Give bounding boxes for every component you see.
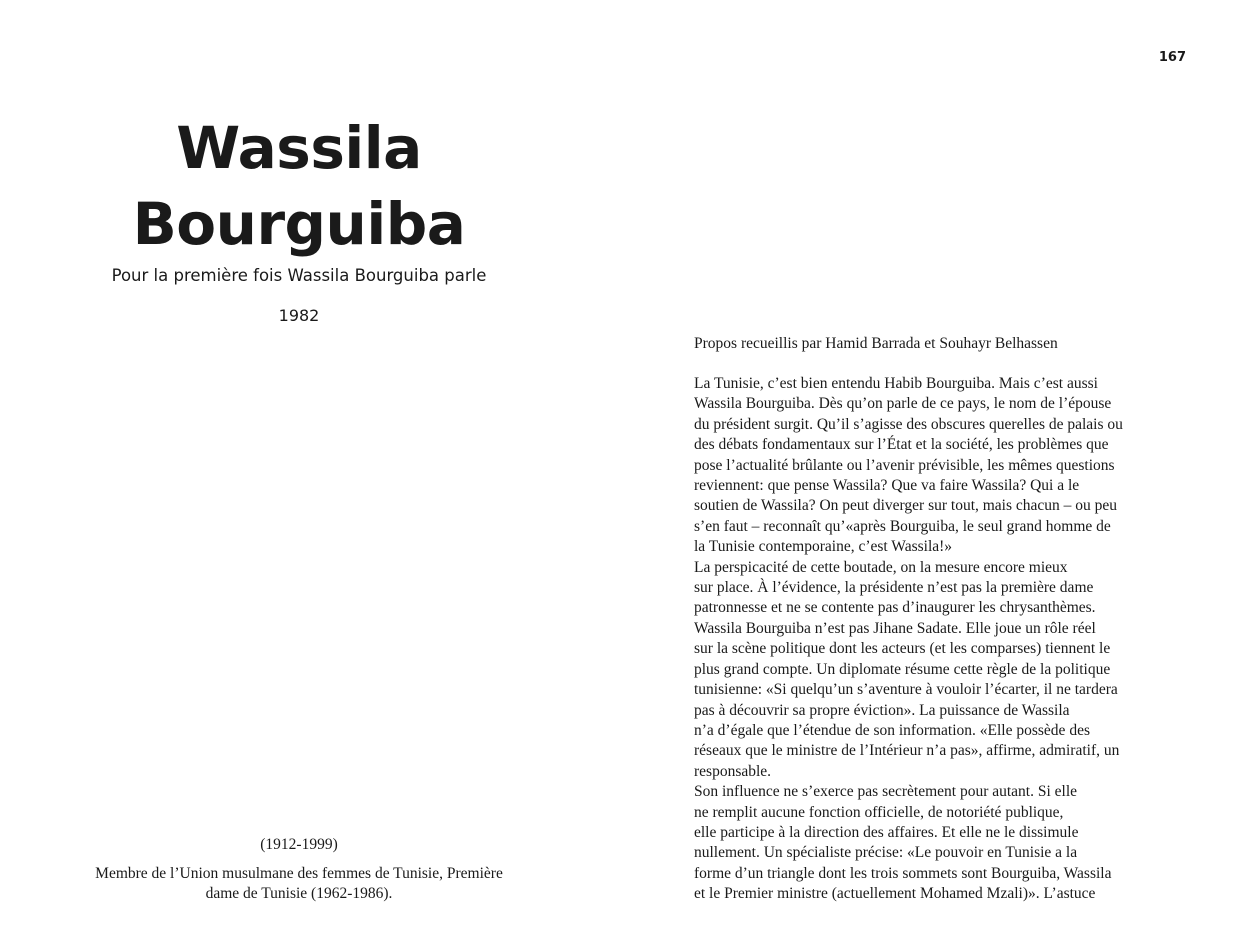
title-line-last-name: Bourguiba: [132, 190, 466, 258]
body-text: [694, 374, 1194, 905]
text-line: elle participe à la direction des affaires. Et elle ne le dissimule: [694, 823, 1079, 841]
text-line: forme d’un triangle dont les trois sommets sont Bourguiba, Wassila: [694, 864, 1112, 882]
text-line: sur la scène politique dont les acteurs (et les comparses) tiennent le: [694, 640, 1111, 658]
text-line: pose l’actualité brûlante ou l’avenir prévisible, les mêmes questions: [694, 456, 1115, 474]
text-line: Wassila Bourguiba. Dès qu’on parle de ce pays, le nom de l’épouse: [694, 395, 1112, 413]
byline: Propos recueillis par Hamid Barrada et Souhayr Belhassen: [694, 335, 1058, 352]
text-line: sur place. À l’évidence, la présidente n’est pas la première dame: [694, 579, 1094, 597]
text-line: du président surgit. Qu’il s’agisse des obscures querelles de palais ou: [694, 415, 1123, 433]
text-line: et le Premier ministre (actuellement Mohamed Mzali)». L’astuce: [694, 885, 1096, 903]
text-line: ne remplit aucune fonction officielle, de notoriété publique,: [694, 803, 1064, 821]
text-line: Wassila Bourguiba n’est pas Jihane Sadate. Elle joue un rôle réel: [694, 619, 1096, 637]
text-line: s’en faut – reconnaît qu’«après Bourguiba, le seul grand homme de: [694, 517, 1111, 535]
text-line: plus grand compte. Un diplomate résume cette règle de la politique: [694, 660, 1111, 678]
year: 1982: [278, 306, 320, 325]
text-line: Son influence ne s’exerce pas secrètement pour autant. Si elle: [694, 783, 1078, 801]
page-title: [60, 110, 538, 262]
text-line: patronnesse et ne se contente pas d’inaugurer les chrysanthèmes.: [694, 599, 1096, 617]
subtitle: Pour la première fois Wassila Bourguiba parle: [111, 266, 487, 285]
bio-line: Membre de l’Union musulmane des femmes de Tunisie, Première: [95, 865, 503, 882]
text-line: tunisienne: «Si quelqu’un s’aventure à vouloir l’écarter, il ne tardera: [694, 681, 1118, 699]
text-line: La Tunisie, c’est bien entendu Habib Bourguiba. Mais c’est aussi: [694, 375, 1098, 392]
text-line: reviennent: que pense Wassila? Que va faire Wassila? Qui a le: [694, 477, 1080, 495]
text-line: nullement. Un spécialiste précise: «Le pouvoir en Tunisie a la: [694, 844, 1078, 862]
text-line: réseaux que le ministre de l’Intérieur n’a pas», affirme, admiratif, un: [694, 742, 1120, 760]
text-line: La perspicacité de cette boutade, on la mesure encore mieux: [694, 558, 1068, 576]
biography-note: [58, 864, 540, 904]
text-line: n’a d’égale que l’étendue de son information. «Elle possède des: [694, 721, 1090, 739]
page-number: 167: [1158, 50, 1186, 65]
text-line: responsable.: [694, 762, 772, 780]
text-line: soutien de Wassila? On peut diverger sur tout, mais chacun – ou peu: [694, 497, 1118, 515]
title-line-first-name: Wassila: [176, 114, 422, 182]
bio-line: dame de Tunisie (1962-1986).: [205, 885, 393, 902]
text-line: pas à découvrir sa propre éviction». La puissance de Wassila: [694, 701, 1070, 719]
text-line: la Tunisie contemporaine, c’est Wassila!»: [694, 538, 953, 556]
life-dates: (1912-1999): [260, 836, 338, 853]
text-line: des débats fondamentaux sur l’État et la société, les problèmes que: [694, 436, 1109, 454]
